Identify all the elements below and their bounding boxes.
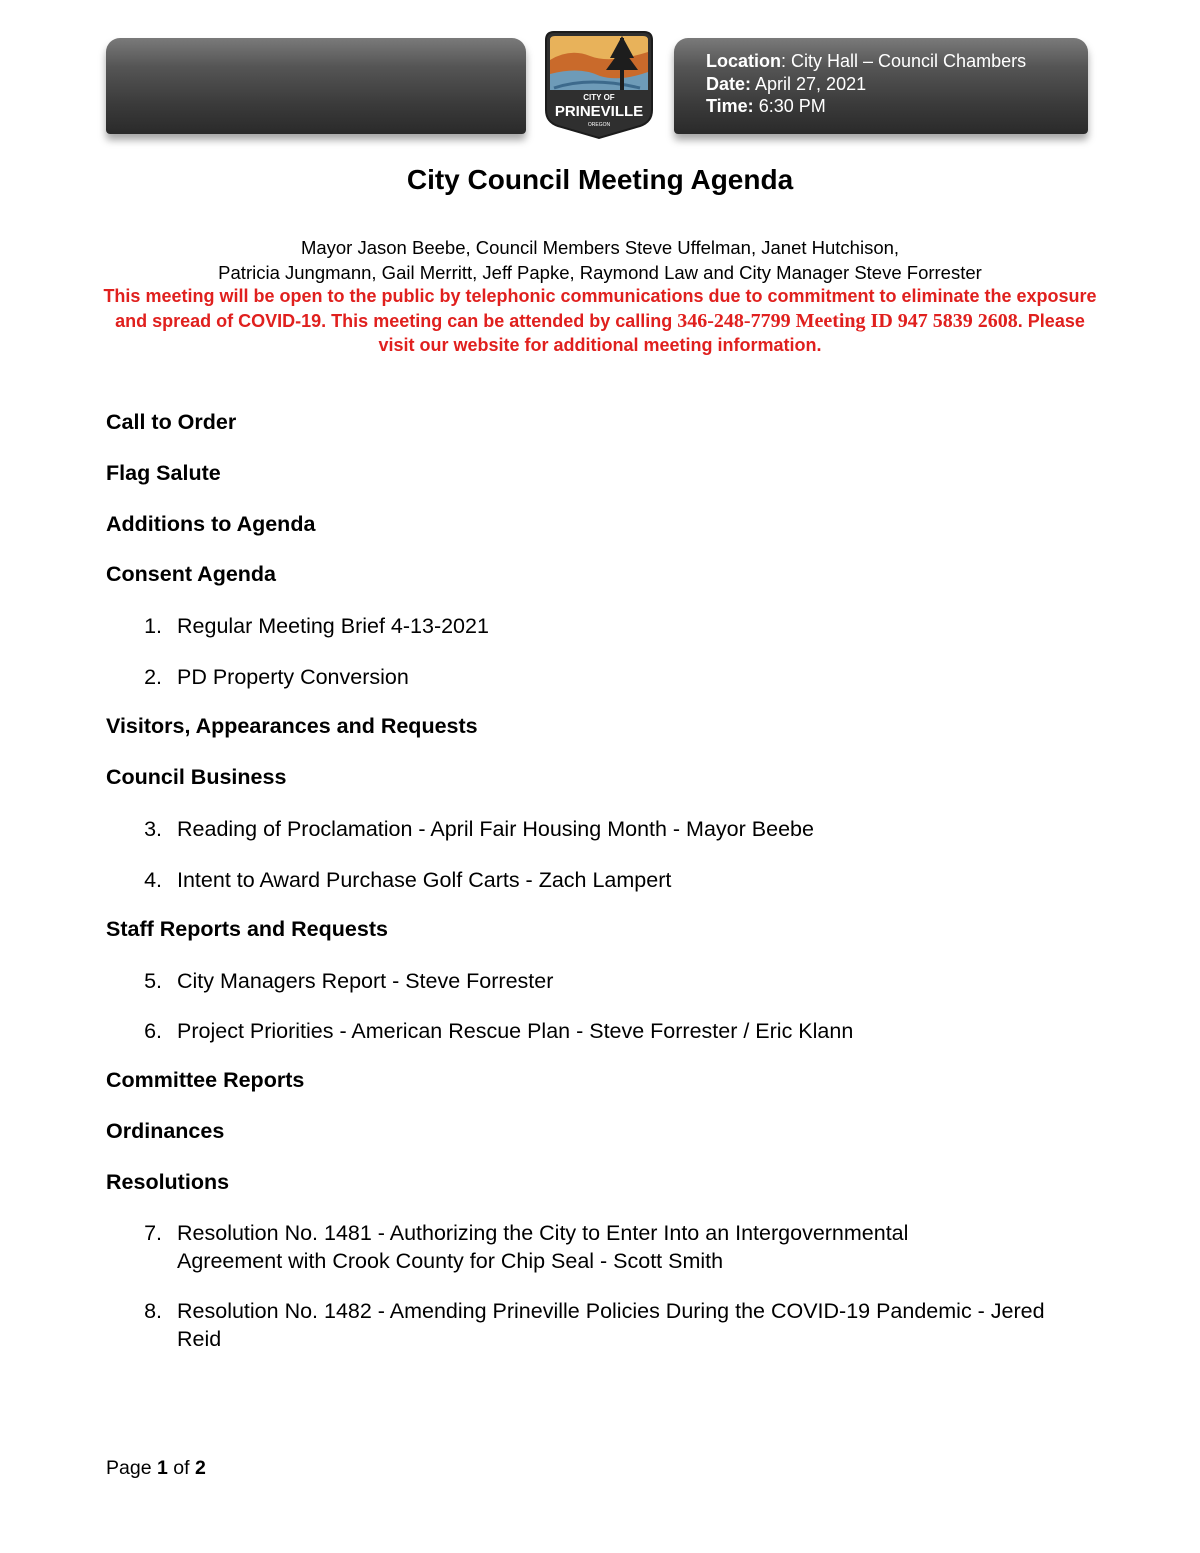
section-council-business: Council Business	[106, 765, 287, 789]
section-ordinances: Ordinances	[106, 1119, 225, 1143]
item-number: 1.	[144, 614, 162, 638]
item-text: PD Property Conversion	[177, 665, 409, 689]
item-text: Regular Meeting Brief 4-13-2021	[177, 614, 489, 638]
item-number: 4.	[144, 868, 162, 892]
item-number: 6.	[144, 1019, 162, 1043]
page-total: 2	[194, 1457, 206, 1479]
item-number: 2.	[144, 665, 162, 689]
item-number: 7.	[144, 1221, 162, 1245]
section-flag-salute: Flag Salute	[106, 461, 221, 485]
item-text: Project Priorities - American Rescue Plan - Steve Forrester / Eric Klann	[177, 1019, 854, 1043]
notice-text-1: This meeting will be open to the public by telephonic communications due to commitment to eliminate the exposure and spread of COVID-19. This meeting can be attended by calling	[103, 286, 1097, 331]
logo-bottom-text: OREGON	[587, 122, 611, 128]
page-current: 1	[156, 1457, 168, 1479]
section-committee-reports: Committee Reports	[106, 1068, 305, 1092]
notice-text-2: . Please visit our website for additional meeting information.	[378, 310, 1085, 355]
attendees-line-2: Patricia Jungmann, Gail Merritt, Jeff Papke, Raymond Law and City Manager Steve Forrester	[218, 261, 982, 283]
page-title: City Council Meeting Agenda	[406, 164, 794, 195]
item-text: Intent to Award Purchase Golf Carts - Zach Lampert	[177, 868, 672, 892]
location-value: : City Hall – Council Chambers	[781, 51, 1027, 71]
item-text: Resolution No. 1482 - Amending Prineville Policies During the COVID-19 Pandemic - Jered Reid	[177, 1299, 1045, 1351]
meeting-info	[706, 50, 1026, 118]
city-logo	[540, 30, 658, 140]
item-number: 3.	[144, 817, 162, 841]
location-label: Location	[706, 51, 781, 71]
header-banner-left	[106, 38, 526, 134]
notice-phone: 346-248-7799 Meeting ID 947 5839 2608	[677, 309, 1018, 332]
page-of-word: of	[167, 1457, 195, 1479]
page-number	[106, 1457, 206, 1480]
page-word: Page	[106, 1457, 157, 1479]
date-label: Date:	[706, 73, 752, 94]
section-consent: Consent Agenda	[106, 562, 277, 586]
header-banner-right	[674, 38, 1088, 134]
section-staff-reports: Staff Reports and Requests	[106, 917, 388, 941]
section-call-to-order: Call to Order	[106, 410, 237, 434]
time-label: Time:	[706, 96, 754, 116]
logo-top-text: CITY OF	[583, 93, 615, 102]
item-number: 8.	[144, 1299, 162, 1323]
section-visitors: Visitors, Appearances and Requests	[106, 714, 478, 738]
time-value: 6:30 PM	[753, 96, 826, 116]
logo-main-text: PRINEVILLE	[554, 103, 644, 120]
section-additions: Additions to Agenda	[106, 512, 316, 536]
attendees	[0, 236, 1200, 285]
attendees-line-1: Mayor Jason Beebe, Council Members Steve Uffelman, Janet Hutchison,	[300, 237, 900, 258]
item-text: Reading of Proclamation - April Fair Housing Month - Mayor Beebe	[177, 817, 814, 841]
covid-notice	[95, 284, 1105, 358]
item-text: Resolution No. 1481 - Authorizing the City to Enter Into an Intergovernmental Agreement with Crook County for Chip Seal - Scott Smith	[177, 1221, 909, 1273]
item-text: City Managers Report - Steve Forrester	[177, 969, 554, 993]
section-resolutions: Resolutions	[106, 1170, 230, 1194]
date-value: April 27, 2021	[751, 73, 867, 94]
item-number: 5.	[144, 969, 162, 993]
